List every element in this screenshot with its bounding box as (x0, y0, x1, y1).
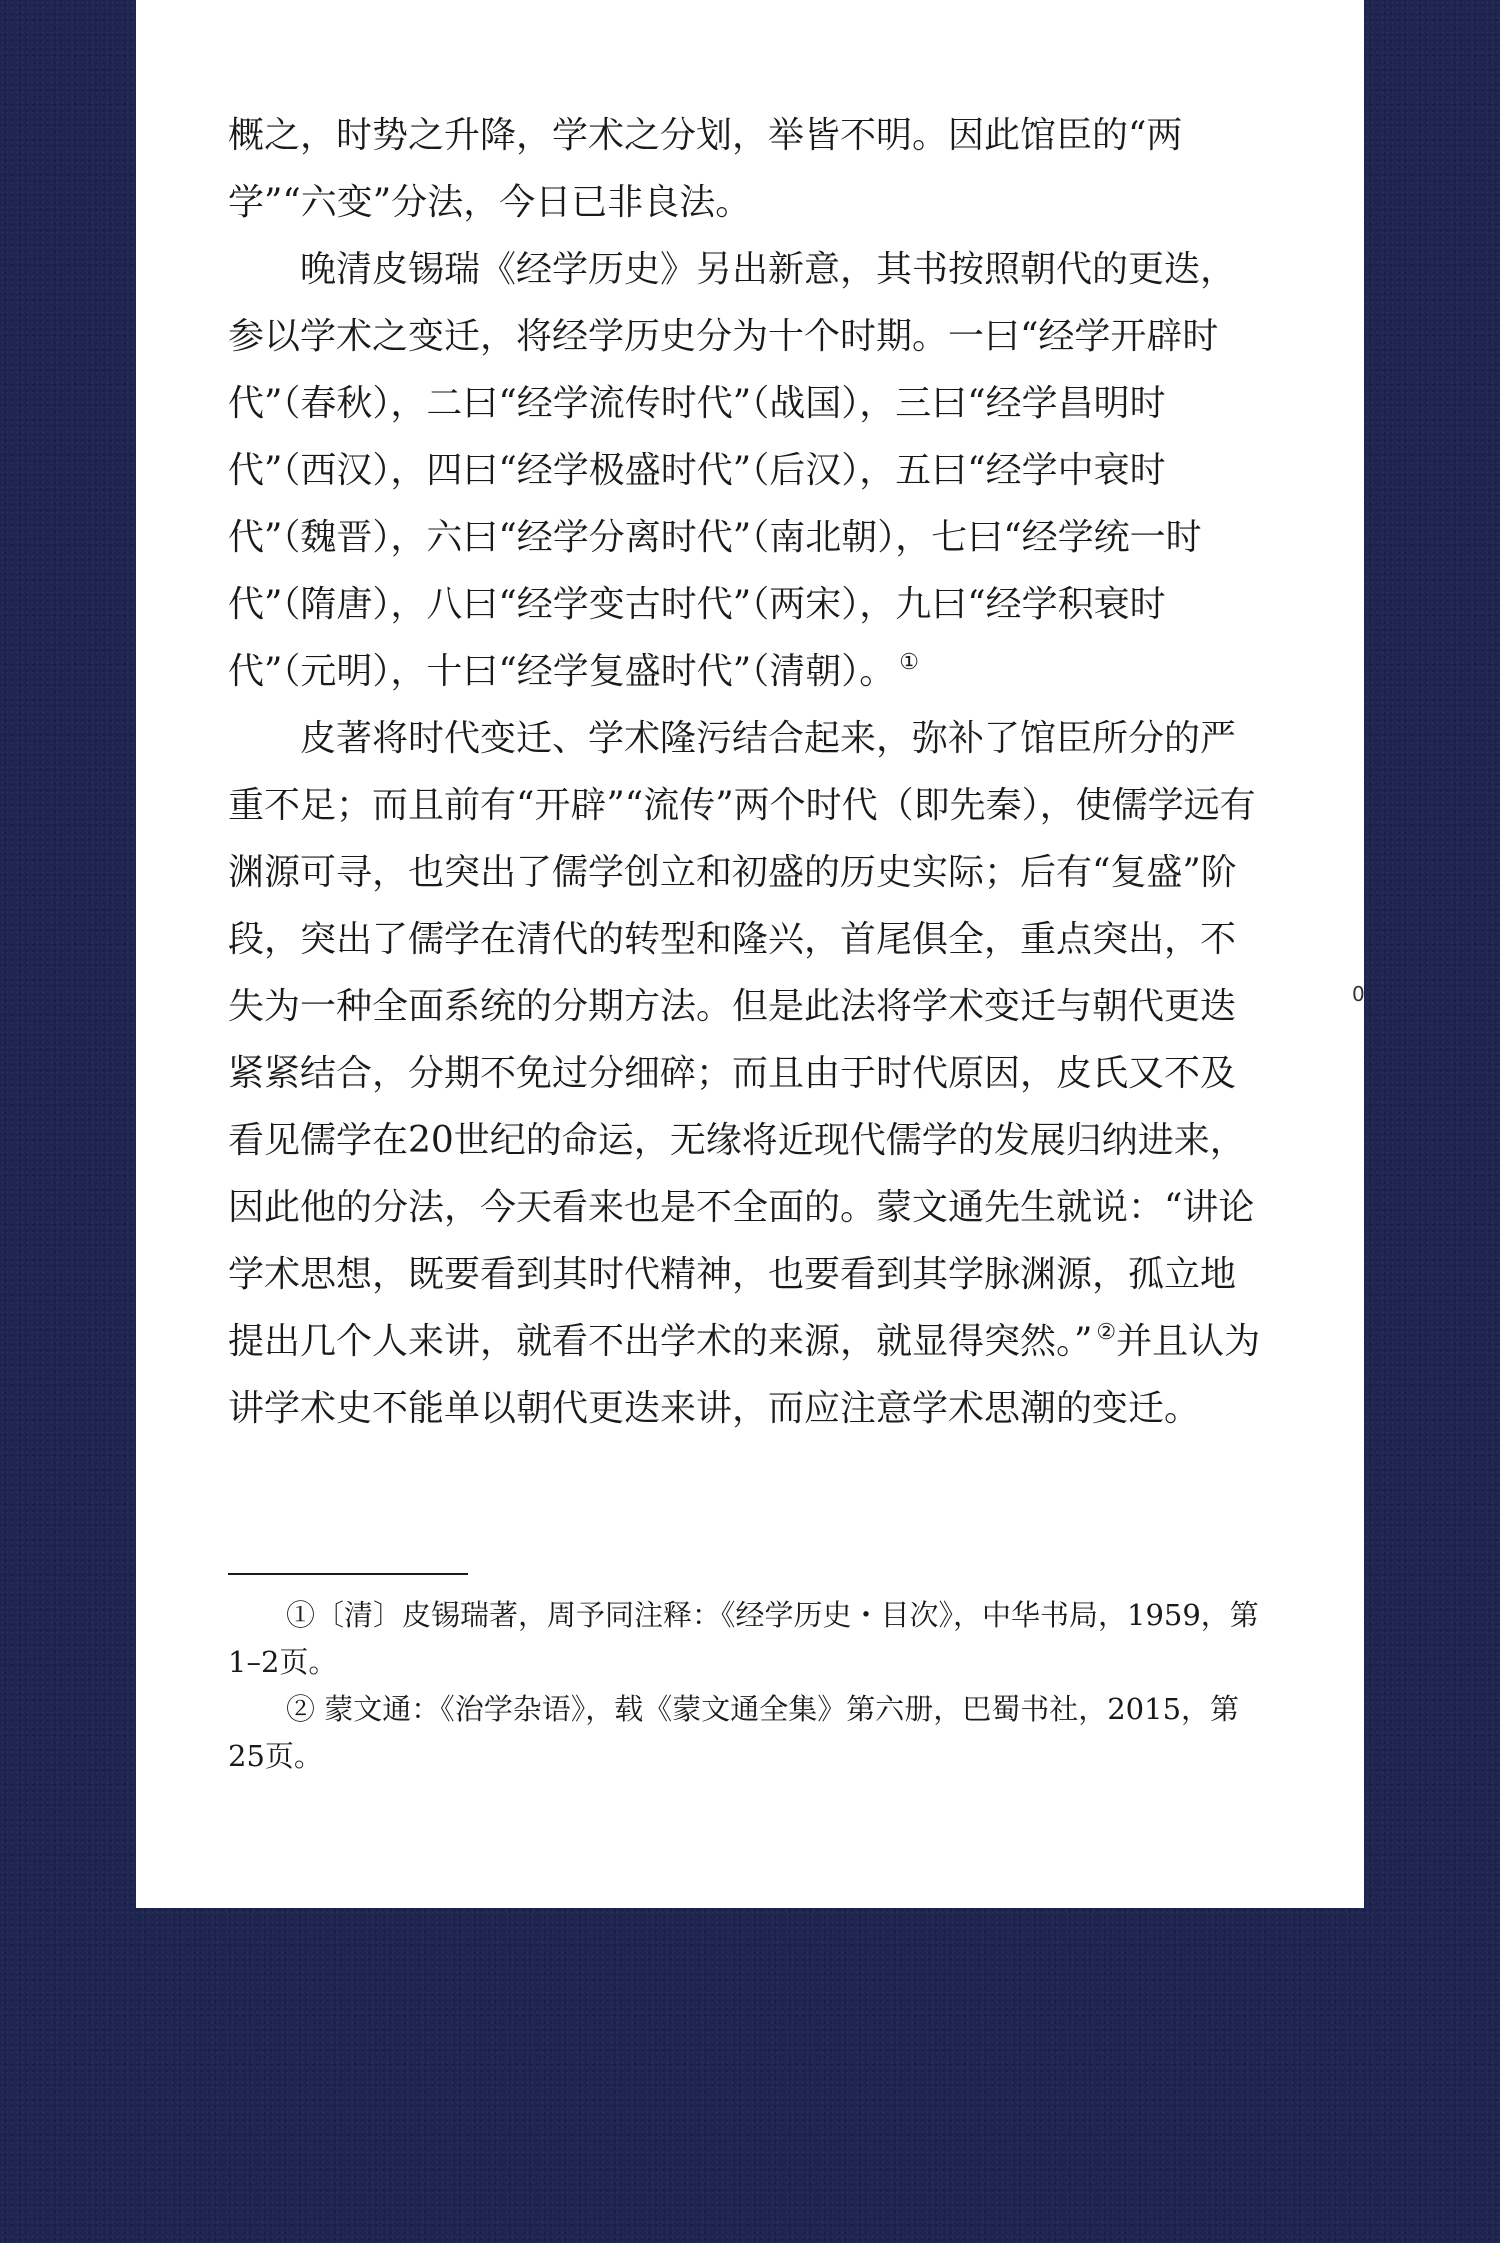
book-page (136, 0, 1364, 1908)
paragraph-3 (228, 705, 1268, 1442)
paragraph-2 (228, 236, 1268, 705)
footnote-ref-1: ① (899, 650, 919, 675)
margin-mark: 0 (1352, 982, 1365, 1006)
footnote-divider (228, 1573, 468, 1575)
footnote-2: ② 蒙文通：《治学杂语》，载《蒙文通全集》第六册，巴蜀书社，2015，第25页。 (228, 1692, 1240, 1773)
main-text (228, 102, 1268, 1442)
footnotes (228, 1592, 1268, 1780)
paragraph-2-text: 晚清皮锡瑞《经学历史》另出新意，其书按照朝代的更迭，参以学术之变迁，将经学历史分为十个时期。一曰“经学开辟时代”（春秋），二曰“经学流传时代”（战国），三曰“经学昌明时代”（西汉），四曰“经学极盛时代”（后汉），五曰“经学中衰时代”（魏晋），六曰“经学分离时代”（南北朝），七曰“经学统一时代”（隋唐），八曰“经学变古时代”（两宋），九曰“经学积衰时代”（元明），十曰“经学复盛时代”（清朝）。 (228, 249, 1237, 692)
paragraph-3-tail: 并且认为讲学术史不能单以朝代更迭来讲，而应注意学术思潮的变迁。 (228, 1321, 1261, 1429)
footnote-ref-2: ② (1096, 1320, 1117, 1345)
paragraph-3-text: 皮著将时代变迁、学术隆污结合起来，弥补了馆臣所分的严重不足；而且前有“开辟”“流传”两个时代（即先秦），使儒学远有渊源可寻，也突出了儒学创立和初盛的历史实际；后有“复盛”阶段，突出了儒学在清代的转型和隆兴，首尾俱全，重点突出，不失为一种全面系统的分期方法。但是此法将学术变迁与朝代更迭紧紧结合，分期不免过分细碎；而且由于时代原因，皮氏又不及看见儒学在20世纪的命运，无缘将近现代儒学的发展归纳进来，因此他的分法，今天看来也是不全面的。蒙文通先生就说：“讲论学术思想，既要看到其时代精神，也要看到其学脉渊源，孤立地提出几个人来讲，就看不出学术的来源，就显得突然。” (228, 718, 1256, 1362)
paragraph-1: 概之，时势之升降，学术之分划，举皆不明。因此馆臣的“两学”“六变”分法，今日已非良法。 (228, 115, 1183, 223)
footnote-1: ①〔清〕皮锡瑞著，周予同注释：《经学历史・目次》，中华书局，1959，第1–2页。 (228, 1598, 1259, 1679)
